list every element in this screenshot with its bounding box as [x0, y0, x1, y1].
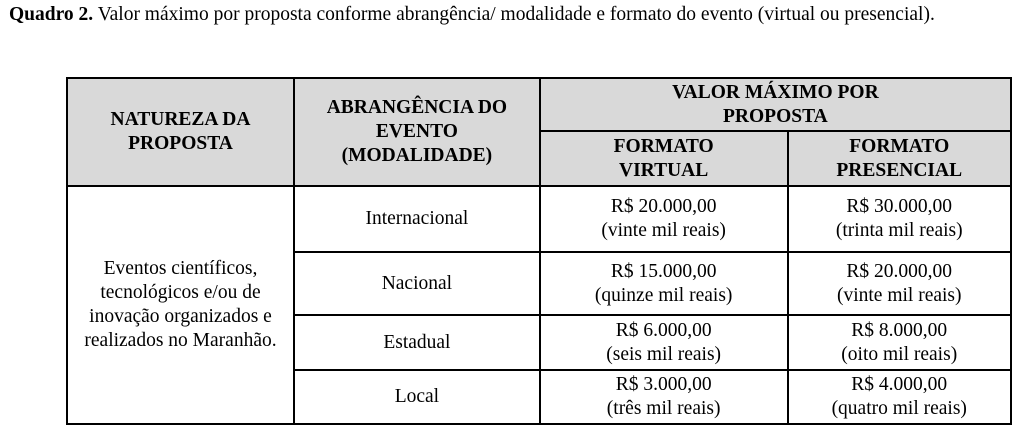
table-caption — [9, 2, 1009, 27]
header-presencial: FORMATO PRESENCIAL — [788, 131, 1012, 186]
presencial-cell — [788, 186, 1012, 252]
value-text: (vinte mil reais) — [601, 220, 726, 241]
caption-text: Valor máximo por proposta conforme abrangência/ modalidade e formato do evento (virtual ou presencial). — [93, 4, 935, 25]
value: R$ 15.000,00 — [610, 260, 717, 282]
value: R$ 6.000,00 — [615, 319, 712, 341]
abrangencia-cell: Nacional — [294, 252, 540, 315]
virtual-cell — [540, 252, 788, 315]
value: R$ 20.000,00 — [610, 196, 717, 217]
value: R$ 8.000,00 — [851, 319, 948, 341]
natureza-cell: Eventos científicos, tecnológicos e/ou de inovação organizados e realizados no Maranhão. — [67, 186, 294, 424]
abrangencia-cell: Estadual — [294, 315, 540, 370]
value-text: (quatro mil reais) — [831, 398, 967, 419]
values-table — [66, 77, 1012, 425]
virtual-cell — [540, 315, 788, 370]
virtual-cell — [540, 370, 788, 424]
value-text: (três mil reais) — [606, 398, 721, 419]
header-virtual: FORMATO VIRTUAL — [540, 131, 788, 186]
abrangencia-cell: Local — [294, 370, 540, 424]
value: R$ 4.000,00 — [851, 374, 948, 395]
presencial-cell — [788, 315, 1012, 370]
value-text: (quinze mil reais) — [594, 284, 733, 306]
presencial-cell — [788, 252, 1012, 315]
value: R$ 30.000,00 — [846, 196, 953, 217]
value-text: (oito mil reais) — [841, 343, 958, 365]
header-natureza: NATUREZA DA PROPOSTA — [67, 78, 294, 186]
presencial-cell — [788, 370, 1012, 424]
value-text: (seis mil reais) — [606, 343, 722, 365]
virtual-cell — [540, 186, 788, 252]
value: R$ 20.000,00 — [846, 260, 953, 282]
value: R$ 3.000,00 — [615, 374, 712, 395]
caption-label: Quadro 2. — [9, 4, 94, 25]
table-row — [67, 186, 1011, 252]
header-valor-maximo: VALOR MÁXIMO POR PROPOSTA — [540, 78, 1011, 131]
value-text: (vinte mil reais) — [836, 284, 962, 306]
header-abrangencia: ABRANGÊNCIA DO EVENTO (MODALIDADE) — [294, 78, 540, 186]
value-text: (trinta mil reais) — [835, 220, 963, 241]
abrangencia-cell: Internacional — [294, 186, 540, 252]
